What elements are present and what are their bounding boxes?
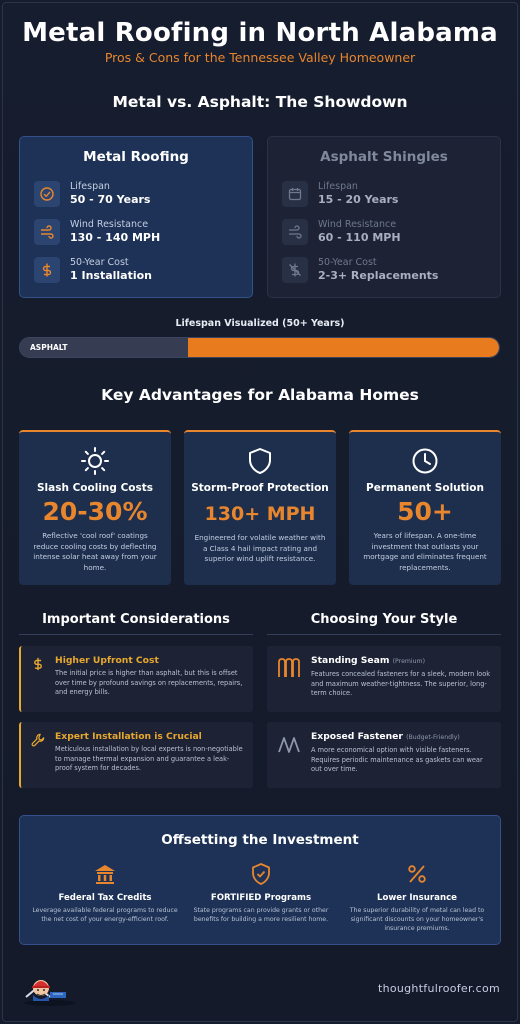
investment-item-fortified xyxy=(186,862,336,924)
consideration-title-installation: Expert Installation is Crucial xyxy=(55,731,202,742)
wind-icon xyxy=(282,219,308,245)
considerations-divider xyxy=(19,634,253,635)
metal-cost-value: 1 Installation xyxy=(70,269,153,282)
style-title-exposed-fastener xyxy=(311,731,491,744)
metal-wind-label: Wind Resistance xyxy=(70,219,149,230)
asphalt-wind-label: Wind Resistance xyxy=(318,219,397,230)
lifespan-bar-metal-segment xyxy=(188,338,499,357)
advantage-card-cooling xyxy=(19,430,171,585)
styles-title: Choosing Your Style xyxy=(310,612,458,627)
clock-icon xyxy=(349,446,501,476)
asphalt-wind-row xyxy=(282,213,486,251)
page-subtitle: Pros & Cons for the Tennessee Valley Homeowner xyxy=(104,50,416,65)
sun-icon xyxy=(19,446,171,476)
style-name-standing-seam: Standing Seam xyxy=(311,655,390,666)
consideration-desc-upfront: The initial price is higher than asphalt, but this is offset over time by profound savings on replacements, repairs, and energy bills. xyxy=(55,669,243,696)
asphalt-lifespan-label: Lifespan xyxy=(318,181,358,192)
brand-logo xyxy=(20,973,80,1007)
lifespan-visualized-title: Lifespan Visualized (50+ Years) xyxy=(175,318,345,329)
metal-card-title: Metal Roofing xyxy=(83,149,189,165)
lifespan-bar xyxy=(19,337,500,358)
asphalt-wind-value: 60 - 110 MPH xyxy=(318,231,401,244)
investment-name-insurance: Lower Insurance xyxy=(376,893,457,903)
style-standing-seam xyxy=(267,646,501,712)
lifespan-bar-label: ASPHALT xyxy=(30,343,68,352)
advantage-desc-storm: Engineered for volatile weather with a Class 4 hail impact rating and superior wind uplift resistance. xyxy=(194,533,326,563)
advantage-desc-cooling: Reflective 'cool roof' coatings reduce cooling costs by deflecting intense solar heat away from your home. xyxy=(33,531,157,572)
investment-name-tax-credits: Federal Tax Credits xyxy=(58,893,152,903)
investment-desc-tax-credits: Leverage available federal programs to reduce the net cost of your energy-efficient roof. xyxy=(32,907,178,923)
investment-panel xyxy=(19,815,501,945)
advantage-value-cooling: 20-30% xyxy=(42,497,148,526)
bank-icon xyxy=(30,862,180,886)
metal-lifespan-value: 50 - 70 Years xyxy=(70,193,151,206)
advantage-card-permanent xyxy=(349,430,501,585)
shield-check-icon xyxy=(186,862,336,886)
asphalt-lifespan-value: 15 - 20 Years xyxy=(318,193,399,206)
dollar-icon xyxy=(31,655,55,712)
asphalt-cost-label: 50-Year Cost xyxy=(318,257,377,268)
style-desc-standing-seam: Features concealed fasteners for a sleek, modern look and maximum weather-tightness. The superior, long-term choice. xyxy=(311,670,491,697)
style-name-exposed-fastener: Exposed Fastener xyxy=(311,731,403,742)
percent-icon xyxy=(342,862,492,886)
advantage-card-storm xyxy=(184,430,336,585)
style-exposed-fastener xyxy=(267,722,501,788)
check-circle-icon xyxy=(34,181,60,207)
metal-cost-row xyxy=(34,251,238,289)
wrench-icon xyxy=(31,731,55,788)
style-desc-exposed-fastener: A more economical option with visible fasteners. Requires periodic maintenance as gaskets can wear out over time. xyxy=(311,746,483,773)
advantage-value-permanent: 50+ xyxy=(397,497,453,526)
metal-lifespan-row xyxy=(34,175,238,213)
dollar-off-icon xyxy=(282,257,308,283)
investment-name-fortified: FORTIFIED Programs xyxy=(210,893,312,903)
wind-icon xyxy=(34,219,60,245)
advantage-desc-permanent: Years of lifespan. A one-time investment that outlasts your mortgage and eliminates frequent replacements. xyxy=(363,531,487,572)
asphalt-lifespan-row xyxy=(282,175,486,213)
standing-seam-icon xyxy=(277,655,311,712)
asphalt-card-title: Asphalt Shingles xyxy=(320,149,448,165)
calendar-icon xyxy=(282,181,308,207)
style-tag-exposed-fastener: (Budget-Friendly) xyxy=(406,734,460,741)
advantage-name-cooling: Slash Cooling Costs xyxy=(36,482,154,494)
investment-desc-insurance: The superior durability of metal can lead to significant discounts on your homeowner's insurance premiums. xyxy=(349,907,485,932)
style-title-standing-seam xyxy=(311,655,491,668)
advantage-value-storm: 130+ MPH xyxy=(204,503,316,525)
styles-divider xyxy=(267,634,501,635)
asphalt-shingles-card xyxy=(267,136,501,298)
showdown-title: Metal vs. Asphalt: The Showdown xyxy=(112,93,408,111)
exposed-fastener-icon xyxy=(277,731,311,788)
metal-roofing-card xyxy=(19,136,253,298)
advantage-name-permanent: Permanent Solution xyxy=(366,482,484,494)
consideration-expert-installation xyxy=(19,722,253,788)
metal-lifespan-label: Lifespan xyxy=(70,181,110,192)
investment-item-insurance xyxy=(342,862,492,933)
page-title: Metal Roofing in North Alabama xyxy=(22,18,498,48)
consideration-title-upfront: Higher Upfront Cost xyxy=(55,655,159,666)
footer-url[interactable]: thoughtfulroofer.com xyxy=(377,982,500,995)
style-tag-standing-seam: (Premium) xyxy=(392,658,425,665)
metal-cost-label: 50-Year Cost xyxy=(70,257,129,268)
advantages-title: Key Advantages for Alabama Homes xyxy=(101,386,419,404)
consideration-desc-installation: Meticulous installation by local experts is non-negotiable to manage thermal expansion and guarantee a leak-proof system for decades. xyxy=(55,745,243,772)
advantage-name-storm: Storm-Proof Protection xyxy=(191,482,329,494)
asphalt-cost-value: 2-3+ Replacements xyxy=(318,269,439,282)
dollar-icon xyxy=(34,257,60,283)
shield-icon xyxy=(184,446,336,476)
asphalt-cost-row xyxy=(282,251,486,289)
consideration-upfront-cost xyxy=(19,646,253,712)
metal-wind-value: 130 - 140 MPH xyxy=(70,231,161,244)
investment-desc-fortified: State programs can provide grants or other benefits for building a more resilient home. xyxy=(193,907,329,923)
investment-title: Offsetting the Investment xyxy=(161,832,359,848)
considerations-title: Important Considerations xyxy=(42,612,230,627)
investment-item-tax-credits xyxy=(30,862,180,924)
metal-wind-row xyxy=(34,213,238,251)
